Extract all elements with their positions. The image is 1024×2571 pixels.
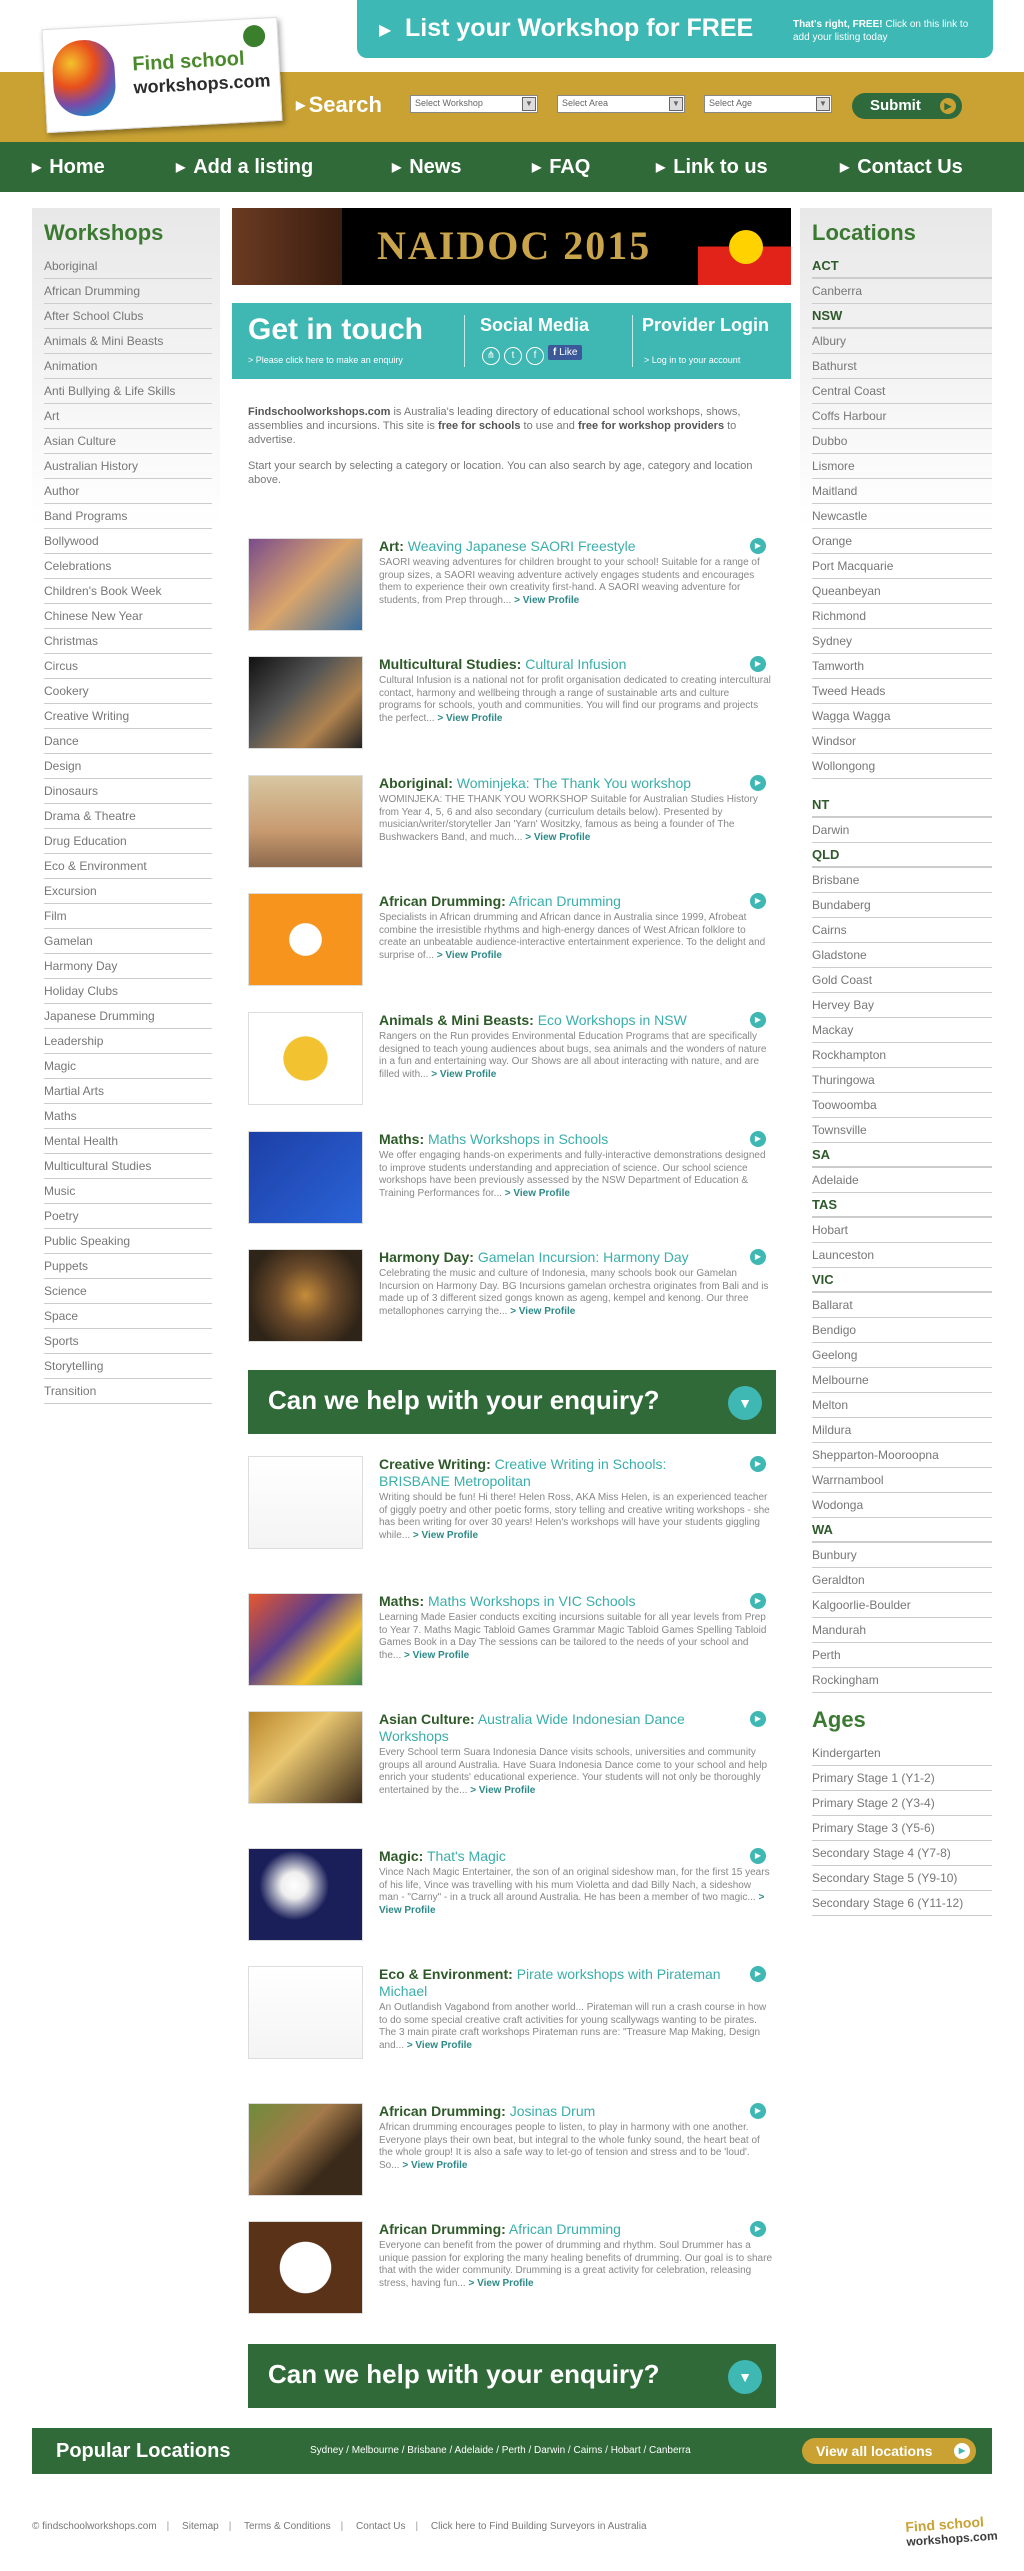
location-link[interactable]: Shepparton-Mooroopna — [812, 1443, 992, 1468]
listing-title[interactable]: Aboriginal: Wominjeka: The Thank You workshop — [379, 775, 692, 791]
arrow-circle-icon[interactable]: ▶ — [750, 1848, 766, 1864]
location-link[interactable]: Bundaberg — [812, 893, 992, 918]
workshop-category-link[interactable]: Poetry — [44, 1204, 212, 1229]
enquiry-link[interactable]: > Please click here to make an enquiry — [248, 355, 403, 365]
play-arrow-icon: ▶ — [296, 98, 309, 112]
location-link[interactable]: Hobart — [812, 1218, 992, 1243]
dancer-image — [232, 208, 342, 285]
location-link[interactable]: Queanbeyan — [812, 579, 992, 604]
listing-thumbnail[interactable] — [248, 1711, 363, 1804]
location-link[interactable]: Wagga Wagga — [812, 704, 992, 729]
workshop-category-link[interactable]: Storytelling — [44, 1354, 212, 1379]
workshop-category-link[interactable]: Sports — [44, 1329, 212, 1354]
arrow-circle-icon[interactable]: ▶ — [750, 538, 766, 554]
workshop-category-link[interactable]: Chinese New Year — [44, 604, 212, 629]
listing-thumbnail[interactable] — [248, 1848, 363, 1941]
ages-list — [812, 1741, 992, 1916]
nav-contact-us[interactable]: ▶ Contact Us — [840, 156, 963, 178]
dropdown-arrow-icon: ▼ — [816, 97, 830, 111]
workshop-category-link[interactable]: Eco & Environment — [44, 854, 212, 879]
list-workshop-note: That's right, FREE! Click on this link to add your listing today — [793, 19, 969, 43]
view-profile-link[interactable]: > View Profile — [514, 594, 580, 606]
workshop-category-link[interactable]: African Drumming — [44, 279, 212, 304]
play-arrow-icon: ▶ — [840, 160, 850, 174]
arrow-circle-icon[interactable]: ▶ — [750, 2103, 766, 2119]
select-age[interactable]: Select Age ▼ — [704, 95, 832, 113]
listing-description: Every School term Suara Indonesia Dance visits schools, universities and community groups all around Australia. Have Suara Indonesia Dance come to your school and help enrich your students' educational experience. Your students will not only be thoroughly entertained by the... > View Profile — [379, 1747, 768, 1796]
listing-description: Rangers on the Run provides Environmental Education Programs that are specifically designed to teach young audiences about bugs, sea animals and the wonders of nature in a fun and entertaining way. Our Shows are all about interacting with nature, and are filled with... > View Profile — [379, 1031, 767, 1080]
listing-description: Learning Made Easier conducts exciting incursions suitable for all year levels from Prep to Year 7. Maths Magic Tabloid Games Grammar Magic Tabloid Games Spelling Tabloid Games Book in a Day The sessions can be tailored to the needs of your school and the... > View Profile — [379, 1612, 767, 1661]
workshop-category-link[interactable]: Author — [44, 479, 212, 504]
twitter-icon[interactable]: t — [504, 347, 522, 365]
view-profile-link[interactable]: > View Profile — [406, 2039, 472, 2051]
location-link[interactable]: Richmond — [812, 604, 992, 629]
workshop-listing[interactable] — [248, 1848, 778, 1946]
workshops-sidebar — [32, 208, 220, 1418]
footer-contact[interactable]: Contact Us — [356, 2521, 406, 2532]
popular-locations-title: Popular Locations — [56, 2440, 231, 2462]
location-link[interactable]: Melbourne — [812, 1368, 992, 1393]
workshop-category-link[interactable]: Holiday Clubs — [44, 979, 212, 1004]
location-link[interactable]: Canberra — [812, 279, 992, 304]
workshop-listing[interactable] — [248, 775, 778, 873]
ages-title: Ages — [812, 1707, 866, 1732]
workshop-category-link[interactable]: Martial Arts — [44, 1079, 212, 1104]
listing-title[interactable]: Maths: Maths Workshops in VIC Schools — [379, 1593, 636, 1609]
workshop-category-link[interactable]: Children's Book Week — [44, 579, 212, 604]
workshop-listing[interactable] — [248, 1711, 778, 1809]
location-link[interactable]: Central Coast — [812, 379, 992, 404]
location-link[interactable]: Melton — [812, 1393, 992, 1418]
location-link[interactable]: Lismore — [812, 454, 992, 479]
view-profile-link[interactable]: > View Profile — [431, 1068, 497, 1080]
popular-locations-links[interactable]: Sydney / Melbourne / Brisbane / Adelaide / Perth / Darwin / Cairns / Hobart / Canberra — [310, 2445, 691, 2456]
social-media-title: Social Media — [480, 315, 590, 335]
arrow-circle-icon[interactable]: ▶ — [750, 893, 766, 909]
workshop-category-link[interactable]: Excursion — [44, 879, 212, 904]
workshop-listing[interactable] — [248, 2103, 778, 2201]
workshop-category-link[interactable]: Dinosaurs — [44, 779, 212, 804]
state-heading[interactable]: VIC — [812, 1268, 992, 1293]
workshop-category-link[interactable]: Science — [44, 1279, 212, 1304]
location-link[interactable]: Sydney — [812, 629, 992, 654]
location-link[interactable]: Rockingham — [812, 1668, 992, 1693]
listing-title[interactable]: African Drumming: African Drumming — [379, 893, 621, 909]
view-profile-link[interactable]: > View Profile — [510, 1305, 576, 1317]
location-link[interactable]: Bendigo — [812, 1318, 992, 1343]
location-link[interactable]: Geraldton — [812, 1568, 992, 1593]
play-arrow-icon: ▶ — [32, 160, 42, 174]
footer-links: © findschoolworkshops.com | Sitemap | Terms & Conditions | Contact Us | Click here to Find Building Surveyors in Australia — [32, 2521, 647, 2532]
listing-thumbnail[interactable] — [248, 2103, 363, 2196]
listing-thumbnail[interactable] — [248, 893, 363, 986]
workshop-category-link[interactable]: Aboriginal — [44, 254, 212, 279]
workshop-listing[interactable] — [248, 1593, 778, 1691]
location-link[interactable]: Tweed Heads — [812, 679, 992, 704]
play-arrow-icon: ▶ — [176, 160, 186, 174]
get-in-touch-title[interactable]: Get in touch — [248, 313, 423, 346]
provider-login-link[interactable]: > Log in to your account — [644, 355, 741, 365]
workshop-category-link[interactable]: Maths — [44, 1104, 212, 1129]
arrow-circle-icon: ▶ — [954, 2443, 970, 2459]
workshop-listing[interactable] — [248, 893, 778, 991]
arrow-circle-icon[interactable]: ▶ — [750, 2221, 766, 2237]
arrow-circle-icon[interactable]: ▶ — [750, 775, 766, 791]
workshop-category-link[interactable]: Film — [44, 904, 212, 929]
painted-hands-logo-image — [51, 39, 117, 118]
listing-title[interactable]: Multicultural Studies: Cultural Infusion — [379, 656, 627, 672]
workshop-listing[interactable] — [248, 2221, 778, 2319]
workshop-category-link[interactable]: Design — [44, 754, 212, 779]
age-link[interactable]: Primary Stage 1 (Y1-2) — [812, 1766, 992, 1791]
location-link[interactable]: Perth — [812, 1643, 992, 1668]
location-link[interactable]: Kalgoorlie-Boulder — [812, 1593, 992, 1618]
workshop-category-link[interactable]: Cookery — [44, 679, 212, 704]
workshop-category-link[interactable]: Circus — [44, 654, 212, 679]
list-workshop-banner[interactable] — [357, 0, 993, 58]
listing-thumbnail[interactable] — [248, 2221, 363, 2314]
listing-thumbnail[interactable] — [248, 1593, 363, 1686]
workshop-listing[interactable] — [248, 1456, 778, 1554]
view-profile-link[interactable]: > View Profile — [436, 949, 502, 961]
listing-description: Writing should be fun! Hi there! Helen Ross, AKA Miss Helen, is an experienced teacher of giggly poetry and other poetic forms, story telling and creative writing workshops - she has been writing for over 30 years! Helen's workshops will have your students giggling while... > View Profile — [379, 1492, 770, 1541]
location-link[interactable]: Bunbury — [812, 1543, 992, 1568]
listing-description: African drumming encourages people to listen, to play in harmony with one another. Everyone plays their own beat, but integral to the whole funky sound, the heart beat of the whole group! It is also a safe way to let-go of tension and stress and to be 'loud'. So... > View Profile — [379, 2122, 760, 2171]
state-heading[interactable]: QLD — [812, 843, 992, 868]
naidoc-banner[interactable] — [232, 208, 791, 285]
listing-thumbnail[interactable] — [248, 656, 363, 749]
location-link[interactable]: Wollongong — [812, 754, 992, 779]
workshop-listing[interactable] — [248, 1012, 778, 1110]
state-heading[interactable]: NT — [812, 793, 992, 818]
location-link[interactable]: Ballarat — [812, 1293, 992, 1318]
workshop-listing[interactable] — [248, 1966, 778, 2064]
flag-sun-circle — [729, 230, 763, 264]
workshop-category-link[interactable]: Space — [44, 1304, 212, 1329]
view-all-locations-button[interactable]: View all locations ▶ — [802, 2438, 976, 2464]
nav-home[interactable]: ▶ Home — [32, 156, 105, 178]
arrow-circle-icon[interactable]: ▶ — [750, 1012, 766, 1028]
listing-title[interactable]: Animals & Mini Beasts: Eco Workshops in NSW — [379, 1012, 687, 1028]
workshop-category-link[interactable]: Magic — [44, 1054, 212, 1079]
workshop-category-link[interactable]: Celebrations — [44, 554, 212, 579]
listing-thumbnail[interactable] — [248, 1249, 363, 1342]
view-profile-link[interactable]: > View Profile — [412, 1529, 479, 1541]
age-link[interactable]: Primary Stage 3 (Y5-6) — [812, 1816, 992, 1841]
arrow-circle-icon[interactable]: ▶ — [750, 1249, 766, 1265]
location-link[interactable]: Rockhampton — [812, 1043, 992, 1068]
logo-text-line2: workshops.com — [133, 70, 271, 98]
workshop-category-link[interactable]: Multicultural Studies — [44, 1154, 212, 1179]
pin-icon — [243, 25, 266, 48]
intro-text: Findschoolworkshops.com is Australia's leading directory of educational school workshops, shows, assemblies and incursions. This site is free for schools to use and free for workshop providers to advertise. Start your search by selecting a category or location. You can also search by age, category and location above. — [248, 406, 753, 486]
workshop-listing[interactable] — [248, 1249, 778, 1347]
divider — [632, 315, 633, 367]
workshop-listing[interactable] — [248, 538, 778, 636]
play-arrow-icon: ▶ — [392, 160, 402, 174]
listing-thumbnail[interactable] — [248, 775, 363, 868]
location-link[interactable]: Bathurst — [812, 354, 992, 379]
location-link[interactable]: Townsville — [812, 1118, 992, 1143]
age-link[interactable]: Secondary Stage 6 (Y11-12) — [812, 1891, 992, 1916]
dropdown-arrow-icon: ▼ — [669, 97, 683, 111]
play-arrow-icon: ▶ — [532, 160, 542, 174]
view-profile-link[interactable]: > View Profile — [402, 2159, 468, 2171]
list-workshop-title[interactable]: List your Workshop for FREE — [405, 14, 754, 42]
listing-thumbnail[interactable] — [248, 1966, 363, 2059]
chevron-down-icon: ▼ — [728, 2360, 762, 2394]
workshops-list — [44, 254, 220, 1404]
location-link[interactable]: Geelong — [812, 1343, 992, 1368]
listing-description: An Outlandish Vagabond from another world... Pirateman will run a crash course in how to do some special creative craft activities for young scallywags wanting to be pirates. The 3 main pirate craft workshops Pirateman runs are: "Treasure Map Making, Design and... > View Profile — [379, 2002, 767, 2051]
workshop-category-link[interactable]: Mental Health — [44, 1129, 212, 1154]
location-link[interactable]: Gladstone — [812, 943, 992, 968]
search-label: ▶ Search — [296, 92, 382, 117]
workshop-category-link[interactable]: Drug Education — [44, 829, 212, 854]
listing-title[interactable]: Harmony Day: Gamelan Incursion: Harmony Day — [379, 1249, 689, 1265]
workshop-category-link[interactable]: Public Speaking — [44, 1229, 212, 1254]
play-arrow-icon: ▶ — [656, 160, 666, 174]
location-link[interactable]: Gold Coast — [812, 968, 992, 993]
view-profile-link[interactable]: > View Profile — [468, 2277, 534, 2289]
workshop-category-link[interactable]: Gamelan — [44, 929, 212, 954]
locations-sidebar — [800, 208, 992, 1968]
state-heading[interactable]: NSW — [812, 304, 992, 329]
workshop-category-link[interactable]: Puppets — [44, 1254, 212, 1279]
listing-thumbnail[interactable] — [248, 538, 363, 631]
listing-thumbnail[interactable] — [248, 1012, 363, 1105]
location-link[interactable]: Port Macquarie — [812, 554, 992, 579]
workshops-title: Workshops — [44, 220, 164, 245]
listing-title[interactable]: Creative Writing: Creative Writing in Schools: BRISBANE Metropolitan — [379, 1456, 667, 1489]
enquiry-bar[interactable]: Can we help with your enquiry? ▼ — [248, 1370, 776, 1434]
workshop-category-link[interactable]: Leadership — [44, 1029, 212, 1054]
workshop-category-link[interactable]: Creative Writing — [44, 704, 212, 729]
location-link[interactable]: Mandurah — [812, 1618, 992, 1643]
age-link[interactable]: Secondary Stage 4 (Y7-8) — [812, 1841, 992, 1866]
location-link[interactable]: Mildura — [812, 1418, 992, 1443]
listing-description: Specialists in African drumming and African dance in Australia since 1999, Afrobeat combine the irresistible rhythms and high-energy dances of West African folklore to create an unbeatable audience-interactive entertainment experience. To the delight and surprise of... > View Profile — [379, 912, 766, 961]
listing-thumbnail[interactable] — [248, 1456, 363, 1549]
view-profile-link[interactable]: > View Profile — [525, 831, 591, 843]
arrow-circle-icon: ▶ — [940, 98, 956, 114]
location-link[interactable]: Adelaide — [812, 1168, 992, 1193]
location-link[interactable]: Thuringowa — [812, 1068, 992, 1093]
arrow-circle-icon[interactable]: ▶ — [750, 1456, 766, 1472]
copyright: © findschoolworkshops.com — [32, 2521, 157, 2532]
listing-description: WOMINJEKA: THE THANK YOU WORKSHOP Suitable for Australian Studies History from Year 4, 5, 6 and also secondary (curriculum details below). Presented by musician/writer/storyteller Jan 'Yarn' Wositzky, famous as being a founder of The Bushwackers Band, and much... > View Profile — [379, 794, 758, 843]
location-link[interactable]: Orange — [812, 529, 992, 554]
location-link[interactable]: Maitland — [812, 479, 992, 504]
popular-locations-bar — [32, 2428, 992, 2474]
locations-list — [812, 254, 992, 1693]
listing-title[interactable]: African Drumming: Josinas Drum — [379, 2103, 596, 2119]
footer-surveyors-link[interactable]: Click here to Find Building Surveyors in Australia — [430, 2521, 647, 2532]
nav-add-listing[interactable]: ▶ Add a listing — [176, 156, 314, 178]
workshop-listing[interactable] — [248, 656, 778, 754]
listing-title[interactable]: Eco & Environment: Pirate workshops with Pirateman Michael — [379, 1966, 721, 1999]
location-link[interactable]: Cairns — [812, 918, 992, 943]
chevron-down-icon: ▼ — [728, 1386, 762, 1420]
workshop-listing[interactable] — [248, 1131, 778, 1229]
workshop-category-link[interactable]: Japanese Drumming — [44, 1004, 212, 1029]
state-heading[interactable]: TAS — [812, 1193, 992, 1218]
locations-title: Locations — [812, 220, 916, 245]
submit-button[interactable]: Submit ▶ — [852, 93, 962, 119]
arrow-circle-icon[interactable]: ▶ — [750, 1131, 766, 1147]
enquiry-bar[interactable]: Can we help with your enquiry? ▼ — [248, 2344, 776, 2408]
facebook-like-button[interactable]: f Like — [548, 345, 582, 360]
arrow-circle-icon[interactable]: ▶ — [750, 1593, 766, 1609]
view-profile-link[interactable]: > View Profile — [404, 1649, 470, 1661]
play-arrow-icon: ▶ — [379, 22, 392, 39]
workshop-category-link[interactable]: Dance — [44, 729, 212, 754]
location-link[interactable]: Brisbane — [812, 868, 992, 893]
age-link[interactable]: Secondary Stage 5 (Y9-10) — [812, 1866, 992, 1891]
listing-title[interactable]: Asian Culture: Australia Wide Indonesian Dance Workshops — [379, 1711, 685, 1744]
location-link[interactable]: Warrnambool — [812, 1468, 992, 1493]
location-link[interactable]: Launceston — [812, 1243, 992, 1268]
listing-title[interactable]: Magic: That's Magic — [379, 1848, 506, 1864]
get-in-touch-panel — [232, 303, 791, 379]
age-link[interactable]: Kindergarten — [812, 1741, 992, 1766]
workshop-category-link[interactable]: Bollywood — [44, 529, 212, 554]
location-link[interactable]: Darwin — [812, 818, 992, 843]
workshop-category-link[interactable]: Harmony Day — [44, 954, 212, 979]
location-link[interactable]: Dubbo — [812, 429, 992, 454]
site-logo[interactable] — [41, 17, 282, 133]
view-profile-link[interactable]: > View Profile — [504, 1187, 570, 1199]
workshop-category-link[interactable]: Christmas — [44, 629, 212, 654]
footer-logo[interactable]: Find school workshops.com — [904, 2513, 999, 2549]
state-heading[interactable]: WA — [812, 1518, 992, 1543]
select-workshop[interactable]: Select Workshop ▼ — [410, 95, 538, 113]
dropdown-arrow-icon: ▼ — [522, 97, 536, 111]
workshop-category-link[interactable]: Art — [44, 404, 212, 429]
listing-description: SAORI weaving adventures for children brought to your school! Suitable for a range of group sizes, a SAORI weaving adventure actively engages students and encourages them to experience their own creativity first-hand. A SAORI weaving adventure for students, from Prep through... > View Profile — [379, 557, 760, 606]
nav-faq[interactable]: ▶ FAQ — [532, 156, 591, 178]
listing-description: We offer engaging hands-on experiments and fully-interactive demonstrations designed to improve students understanding and appreciation of science. Our school science workshops have been previously assessed by the NSW Department of Education & Training Performances for... > View Profile — [379, 1150, 766, 1199]
location-link[interactable]: Newcastle — [812, 504, 992, 529]
location-link[interactable]: Tamworth — [812, 654, 992, 679]
banner-text: NAIDOC 2015 — [377, 223, 652, 268]
workshop-category-link[interactable]: Transition — [44, 1379, 212, 1404]
workshop-category-link[interactable]: Band Programs — [44, 504, 212, 529]
footer-terms[interactable]: Terms & Conditions — [243, 2521, 331, 2532]
arrow-circle-icon[interactable]: ▶ — [750, 1966, 766, 1982]
listing-title[interactable]: Art: Weaving Japanese SAORI Freestyle — [379, 538, 636, 554]
workshop-category-link[interactable]: Australian History — [44, 454, 212, 479]
location-link[interactable]: Toowoomba — [812, 1093, 992, 1118]
location-link[interactable]: Mackay — [812, 1018, 992, 1043]
listing-description: Cultural Infusion is a national not for profit organisation dedicated to creating intercultural contact, harmony and wellbeing through a range of sustainable arts and culture programs for schools, youth and communities. You will find our programs and projects the perfect... > View Profile — [379, 675, 771, 724]
listing-title[interactable]: Maths: Maths Workshops in Schools — [379, 1131, 609, 1147]
logo-text-line1: Find school — [131, 47, 246, 76]
workshop-category-link[interactable]: Animals & Mini Beasts — [44, 329, 212, 354]
facebook-icon[interactable]: f — [526, 347, 544, 365]
listing-description: Vince Nach Magic Entertainer, the son of an original sideshow man, for the first 15 years of his life, Vince was travelling with his mum Violetta and dad Billy Nach, a sideshow man - "Carny" - in a truck all around Australia. He has been a member of two magic... > View Profile — [379, 1867, 770, 1916]
state-heading[interactable]: ACT — [812, 254, 992, 279]
listing-title[interactable]: African Drumming: African Drumming — [379, 2221, 621, 2237]
location-link[interactable]: Albury — [812, 329, 992, 354]
arrow-circle-icon[interactable]: ▶ — [750, 656, 766, 672]
nav-news[interactable]: ▶ News — [392, 156, 462, 178]
workshop-category-link[interactable]: After School Clubs — [44, 304, 212, 329]
workshop-category-link[interactable]: Drama & Theatre — [44, 804, 212, 829]
workshop-category-link[interactable]: Anti Bullying & Life Skills — [44, 379, 212, 404]
state-heading[interactable]: SA — [812, 1143, 992, 1168]
arrow-circle-icon[interactable]: ▶ — [750, 1711, 766, 1727]
workshop-category-link[interactable]: Animation — [44, 354, 212, 379]
age-link[interactable]: Primary Stage 2 (Y3-4) — [812, 1791, 992, 1816]
location-link[interactable]: Wodonga — [812, 1493, 992, 1518]
listing-description: Celebrating the music and culture of Indonesia, many schools book our Gamelan Incursion on Harmony Day. BG Incursions gamelan orchestra originates from Bali and is made up of 3 different sized gongs known as ageng, kempel and kenong. Our three metallophones carrying the... > View Profile — [379, 1268, 769, 1317]
location-link[interactable]: Windsor — [812, 729, 992, 754]
social-icons — [482, 345, 582, 365]
listing-description: Everyone can benefit from the power of drumming and rhythm. Soul Drummer has a unique passion for exploring the many healing benefits of drumming. Our goal is to share that with the wider community. Drumming is a great activity for celebration, releasing stress, having fun... > View Profile — [379, 2240, 773, 2289]
share-icon[interactable]: ⋔ — [482, 347, 500, 365]
workshop-category-link[interactable]: Music — [44, 1179, 212, 1204]
view-profile-link[interactable]: > View Profile — [437, 712, 503, 724]
provider-login-title[interactable]: Provider Login — [642, 315, 770, 335]
select-area[interactable]: Select Area ▼ — [557, 95, 685, 113]
main-nav — [0, 142, 1024, 192]
view-profile-link[interactable]: > View Profile — [470, 1784, 536, 1796]
location-link[interactable]: Hervey Bay — [812, 993, 992, 1018]
view-profile-link[interactable]: > View Profile — [379, 1892, 765, 1916]
nav-link-to-us[interactable]: ▶ Link to us — [656, 156, 768, 178]
location-link[interactable]: Coffs Harbour — [812, 404, 992, 429]
divider — [464, 315, 465, 367]
footer-sitemap[interactable]: Sitemap — [182, 2521, 219, 2532]
listing-thumbnail[interactable] — [248, 1131, 363, 1224]
workshop-category-link[interactable]: Asian Culture — [44, 429, 212, 454]
